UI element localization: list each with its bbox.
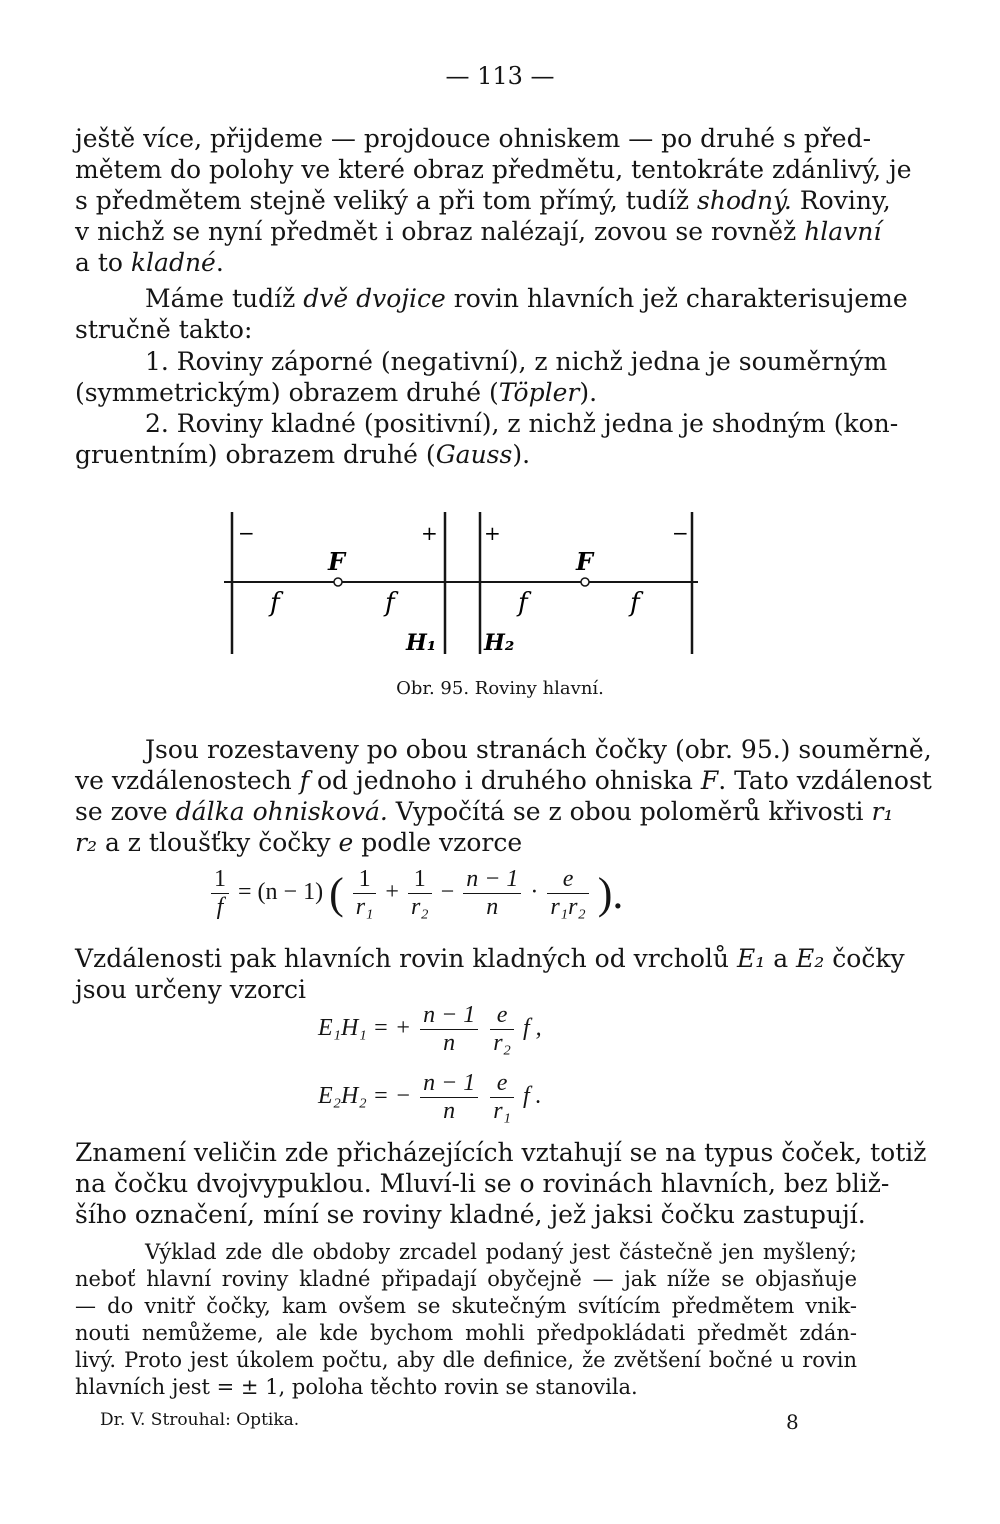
formula-e2h2 bbox=[318, 1070, 542, 1125]
text-span: čočky bbox=[832, 944, 905, 973]
text-line: na čočku dvojvypuklou. Mluví-li se o rovinách hlavních, bez bliž- bbox=[75, 1169, 890, 1198]
fraction bbox=[353, 866, 377, 921]
symbol-F: F bbox=[700, 766, 719, 795]
text-line: — do vnitř čočky, kam ovšem se skutečným svítícím předmětem vnik- bbox=[75, 1294, 857, 1318]
text-line bbox=[75, 797, 894, 827]
paren: ( bbox=[329, 869, 344, 918]
emphasis-hlavni: hlavní bbox=[804, 217, 882, 246]
emphasis-topler: Töpler bbox=[498, 378, 580, 407]
emphasis-kladne: kladné bbox=[130, 248, 216, 277]
text-span: . Tato vzdálenost bbox=[718, 766, 932, 795]
symbol-r1: r₁ bbox=[871, 797, 894, 826]
text-span: Roviny, bbox=[799, 186, 891, 215]
sign-minus: − bbox=[672, 521, 689, 545]
text-span: (symmetrickým) obrazem druhé ( bbox=[75, 378, 499, 407]
formula-text: f , bbox=[522, 1015, 542, 1042]
emphasis-shodny: shodný. bbox=[697, 186, 792, 215]
fraction bbox=[463, 866, 521, 921]
formula-text: E₂H₂ = − bbox=[318, 1083, 412, 1110]
symbol-r2: r₂ bbox=[75, 828, 97, 857]
emphasis-dalka: dálka ohnisková. bbox=[175, 797, 388, 826]
denominator: n bbox=[443, 1030, 456, 1056]
formula-text: − bbox=[440, 879, 455, 906]
numerator: 1 bbox=[211, 866, 229, 894]
text-span: Máme tudíž bbox=[145, 284, 296, 313]
text-line bbox=[75, 944, 905, 974]
text-span: ). bbox=[579, 378, 598, 407]
text-span: a bbox=[773, 944, 789, 973]
denominator: n bbox=[486, 894, 499, 920]
text-line: hlavních jest = ± 1, poloha těchto rovin se stanovila. bbox=[75, 1375, 638, 1399]
figure-caption: Obr. 95. Roviny hlavní. bbox=[396, 678, 604, 699]
sign-plus: + bbox=[421, 521, 438, 545]
text-span: a to bbox=[75, 248, 123, 277]
text-line: mětem do polohy ve které obraz předmětu, tentokráte zdánlivý, je bbox=[75, 155, 912, 184]
label-focal-length: f bbox=[518, 588, 528, 618]
text-span: ve vzdálenostech bbox=[75, 766, 292, 795]
text-line bbox=[75, 378, 857, 408]
label-h2: H₂ bbox=[484, 630, 515, 656]
symbol-E2: E₂ bbox=[796, 944, 825, 973]
denominator: n bbox=[443, 1098, 456, 1124]
formula-e1h1 bbox=[318, 1002, 542, 1057]
denominator: r₂ bbox=[493, 1030, 511, 1056]
numerator: 1 bbox=[353, 866, 377, 894]
text-line bbox=[75, 248, 857, 278]
text-line bbox=[75, 828, 857, 858]
numerator: 1 bbox=[408, 866, 432, 894]
fraction bbox=[490, 1070, 514, 1125]
text-line: ještě více, přijdeme — projdouce ohniskem — po druhé s před- bbox=[75, 124, 872, 153]
sign-minus: − bbox=[238, 521, 255, 545]
symbol-E1: E₁ bbox=[736, 944, 766, 973]
text-span: podle vzorce bbox=[361, 828, 523, 857]
denominator: r₁ bbox=[355, 894, 374, 920]
label-focal-length: f bbox=[630, 588, 640, 618]
text-line bbox=[75, 217, 882, 247]
text-span: se zove bbox=[75, 797, 168, 826]
numerator: e bbox=[490, 1002, 514, 1030]
fraction bbox=[420, 1002, 478, 1057]
text-line: Jsou rozestaveny po obou stranách čočky (obr. 95.) souměrně, bbox=[145, 735, 932, 764]
formula-text: E₁H₁ = + bbox=[318, 1015, 412, 1042]
label-h1: H₁ bbox=[406, 630, 437, 656]
formula-focal-length bbox=[208, 866, 623, 921]
formula-text: = (n − 1) bbox=[238, 879, 324, 906]
numerator: e bbox=[490, 1070, 514, 1098]
formula-text: + bbox=[385, 879, 399, 906]
focus-point bbox=[581, 578, 589, 586]
denominator: r₁r₂ bbox=[550, 894, 586, 920]
fraction bbox=[211, 866, 229, 921]
numerator: e bbox=[547, 866, 588, 894]
page-number: — 113 — bbox=[445, 62, 555, 90]
text-line: jsou určeny vzorci bbox=[75, 975, 306, 1004]
text-span: od jednoho i druhého ohniska bbox=[316, 766, 693, 795]
text-line: livý. Proto jest úkolem počtu, aby dle definice, že zvětšení bočné u rovin bbox=[75, 1348, 857, 1372]
formula-text: f . bbox=[522, 1083, 542, 1110]
fraction bbox=[420, 1070, 478, 1125]
denominator: r₂ bbox=[410, 894, 429, 920]
formula-text: · bbox=[530, 879, 539, 906]
label-focal-length: f bbox=[270, 588, 280, 618]
symbol-f: f bbox=[299, 766, 310, 795]
text-line: Znamení veličin zde přicházejících vztahují se na typus čoček, totiž bbox=[75, 1138, 927, 1167]
sign-plus: + bbox=[484, 521, 501, 545]
label-focal-length: f bbox=[385, 588, 395, 618]
paren: ). bbox=[597, 869, 624, 918]
text-line bbox=[145, 284, 908, 314]
text-span: v nichž se nyní předmět i obraz nalézají, zovou se rovněž bbox=[75, 217, 797, 246]
numerator: n − 1 bbox=[463, 866, 521, 894]
focus-point bbox=[334, 578, 342, 586]
symbol-e: e bbox=[338, 828, 354, 857]
label-focus: F bbox=[576, 547, 594, 576]
text-line bbox=[75, 440, 857, 470]
text-span: Vypočítá se z obou poloměrů křivosti bbox=[395, 797, 864, 826]
emphasis-dve-dvojice: dvě dvojice bbox=[303, 284, 446, 313]
text-span: gruentním) obrazem druhé ( bbox=[75, 440, 436, 469]
fraction bbox=[547, 866, 588, 921]
text-span: ). bbox=[512, 440, 531, 469]
text-line: nouti nemůžeme, ale kde bychom mohli předpokládati předmět zdán- bbox=[75, 1321, 857, 1345]
text-span: Vzdálenosti pak hlavních rovin kladných od vrcholů bbox=[75, 944, 729, 973]
denominator: r₁ bbox=[493, 1098, 511, 1124]
footer-sheet-number: 8 bbox=[786, 1410, 799, 1434]
text-span: rovin hlavních jež charakterisujeme bbox=[453, 284, 908, 313]
numerator: n − 1 bbox=[420, 1070, 478, 1098]
emphasis-gauss: Gauss bbox=[435, 440, 513, 469]
fraction bbox=[408, 866, 432, 921]
list-item-1: 1. Roviny záporné (negativní), z nichž jedna je souměrným bbox=[145, 347, 888, 376]
footer-author: Dr. V. Strouhal: Optika. bbox=[100, 1410, 300, 1430]
text-line: Výklad zde dle obdoby zrcadel podaný jest částečně jen myšlený; bbox=[145, 1240, 857, 1264]
figure-principal-planes bbox=[220, 508, 710, 668]
text-line: stručně takto: bbox=[75, 315, 253, 344]
text-line: neboť hlavní roviny kladné připadají obyčejně — jak níže se objasňuje bbox=[75, 1267, 857, 1291]
denominator: f bbox=[216, 894, 224, 920]
fraction bbox=[490, 1002, 514, 1057]
text-line bbox=[75, 766, 932, 796]
text-span: a z tloušťky čočky bbox=[104, 828, 331, 857]
text-span: . bbox=[215, 248, 224, 277]
text-line bbox=[75, 186, 891, 216]
text-line: šího označení, míní se roviny kladné, jež jaksi čočku zastupují. bbox=[75, 1200, 866, 1229]
list-item-2: 2. Roviny kladné (positivní), z nichž jedna je shodným (kon- bbox=[145, 409, 899, 438]
numerator: n − 1 bbox=[420, 1002, 478, 1030]
text-span: s předmětem stejně veliký a při tom přímý, tudíž bbox=[75, 186, 690, 215]
label-focus: F bbox=[328, 547, 346, 576]
